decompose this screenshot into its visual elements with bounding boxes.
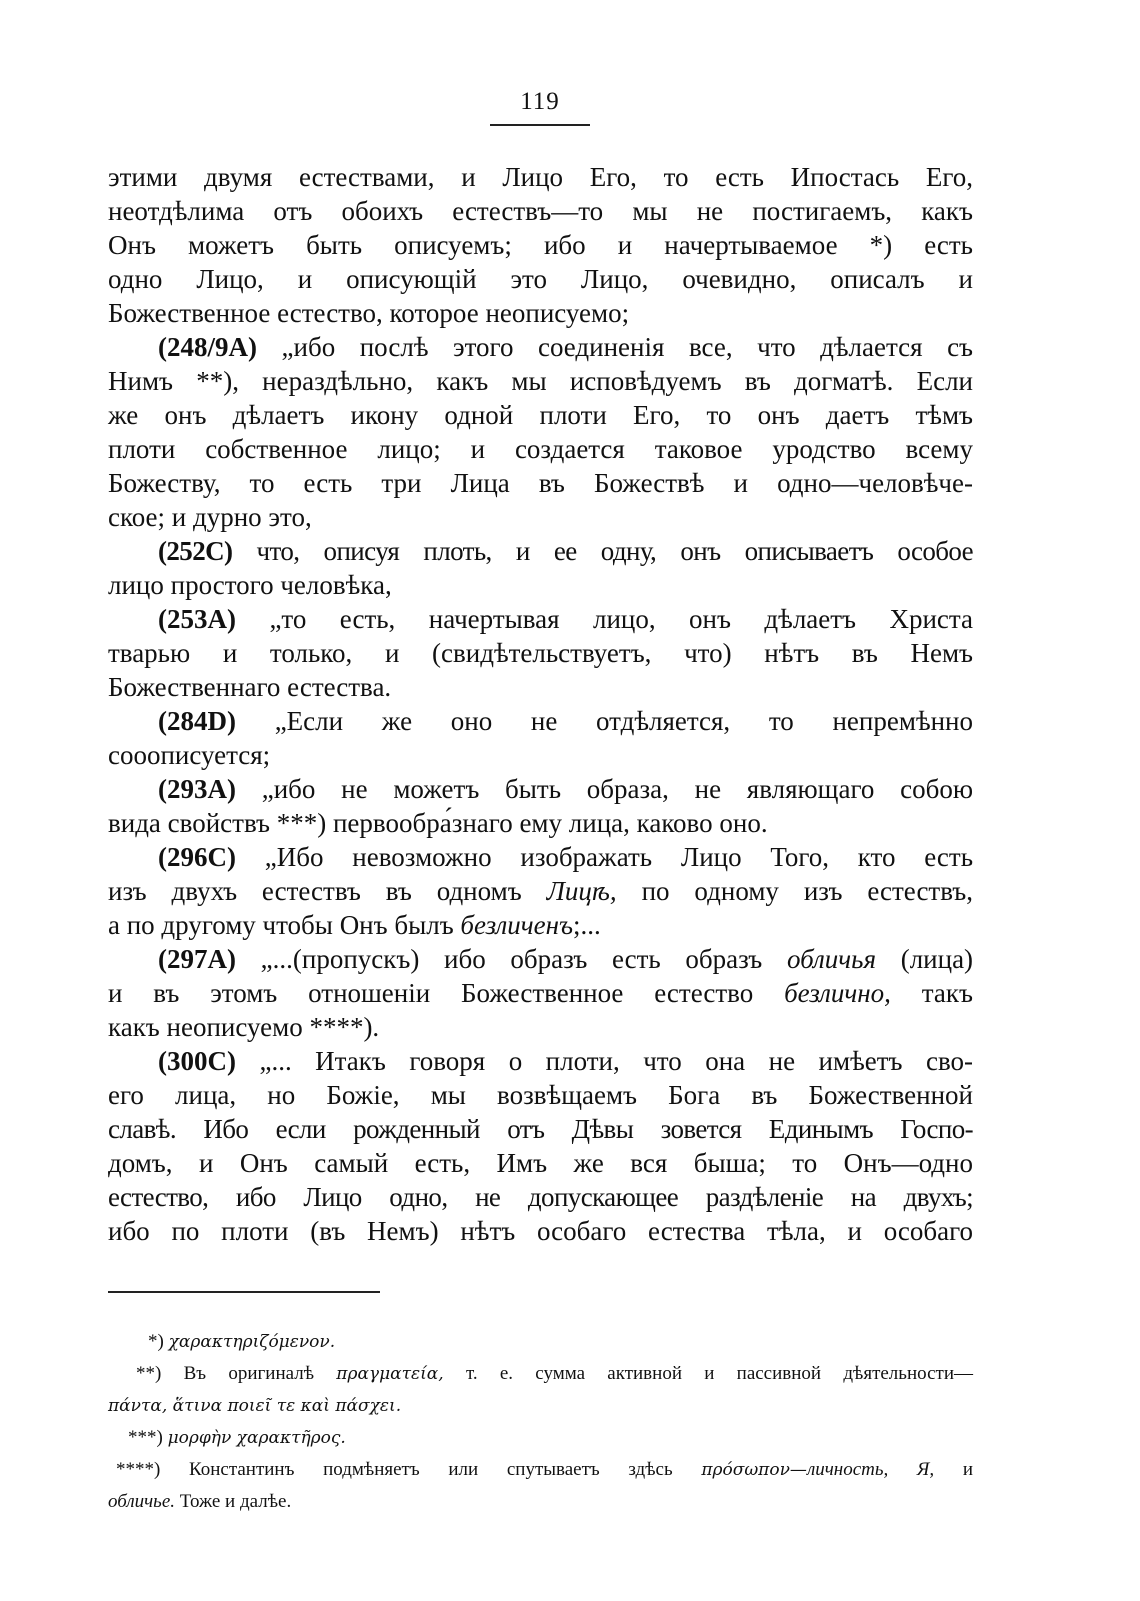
text-line: этими двумя естествами, и Лицо Его, то есть Ипостась Его,	[108, 162, 973, 192]
text-run: и въ этомъ отношеніи Божественное естество	[108, 978, 754, 1008]
text-line: Нимъ **), нераздѣльно, какъ мы исповѣдуемъ въ догматѣ. Если	[108, 366, 973, 396]
text-line: „ибо не можетъ быть образа, не являющаго собою	[261, 774, 973, 804]
text-run: такъ	[921, 978, 973, 1008]
text-line: „Если же оно не отдѣляется, то непремѣнно	[274, 706, 973, 736]
text-line: „ибо послѣ этого соединенія все, что дѣлается съ	[281, 332, 974, 362]
greek-text: μορφὴν χαρακτῆρος.	[167, 1428, 346, 1448]
text-line: домъ, и Онъ самый есть, Имъ же вся быша; то Онъ—одно	[108, 1148, 973, 1178]
italic-word: обличья	[786, 944, 877, 974]
text-line: славѣ. Ибо если рожденный отъ Дѣвы зовется Единымъ Госпо-	[108, 1114, 973, 1144]
italic-word: безлично,	[784, 978, 891, 1008]
footnote-4	[108, 1454, 973, 1486]
page-number: 119	[520, 88, 560, 115]
text-line: Божеству, то есть три Лица въ Божествѣ и одно—человѣче-	[108, 468, 973, 498]
footnote-2-cont	[108, 1390, 973, 1422]
italic-word: Лицѣ,	[546, 876, 617, 906]
footnote-1	[108, 1326, 973, 1358]
text-line: Божественнаго естества.	[108, 672, 392, 702]
text-line: „Ибо невозможно изображать Лицо Того, кто есть	[264, 842, 974, 872]
text-line: ское; и дурно это,	[108, 502, 312, 532]
text-run: Тоже и далѣе.	[179, 1491, 292, 1512]
text-run: Въ оригиналѣ	[183, 1363, 315, 1384]
footnote-3	[108, 1422, 973, 1454]
text-run: ;...	[573, 910, 601, 940]
paragraph-ref: (296С)	[158, 842, 236, 872]
text-line	[108, 976, 973, 1010]
greek-text: πρόσωπον—	[701, 1460, 807, 1480]
greek-text: πάντα, ἅτινα ποιεῖ τε καὶ πάσχει.	[108, 1396, 402, 1416]
text-line: что, описуя плоть, и ее одну, онъ описываетъ особое	[256, 536, 974, 566]
text-run: (лица)	[900, 944, 974, 974]
text-line: какъ неописуемо ****).	[108, 1012, 380, 1042]
paragraph-ref: (300С)	[158, 1046, 236, 1076]
paragraph-ref: (253А)	[158, 604, 236, 634]
paragraph-284	[108, 704, 973, 738]
footnote-mark: *)	[148, 1331, 164, 1352]
text-line: же онъ дѣлаетъ икону одной плоти Его, то онъ даетъ тѣмъ	[108, 400, 973, 430]
paragraph-ref: (252С)	[158, 536, 233, 566]
main-text	[108, 160, 973, 1248]
text-line: „... Итакъ говоря о плоти, что она не имѣетъ сво-	[259, 1046, 973, 1076]
text-line: ибо по плоти (въ Немъ) нѣтъ особаго естества тѣла, и особаго	[108, 1216, 973, 1246]
paragraph-296	[108, 840, 973, 874]
footnote-mark: ****)	[116, 1459, 161, 1480]
text-run: изъ двухъ естествъ въ одномъ	[108, 876, 522, 906]
text-line: тварью и только, и (свидѣтельствуетъ, что) нѣтъ въ Немъ	[108, 638, 973, 668]
paragraph-ref: (293А)	[158, 774, 236, 804]
footnote-4-cont	[108, 1486, 973, 1518]
paragraph-253	[108, 602, 973, 636]
text-line	[108, 874, 973, 908]
footnote-2	[108, 1358, 973, 1390]
text-run: т. е. сумма активной и пассивной дѣятельности—	[465, 1363, 973, 1384]
text-run: и	[962, 1459, 974, 1480]
footnote-mark: **)	[136, 1363, 162, 1384]
paragraph-248	[108, 330, 973, 364]
text-line: вида свойствъ ***) первообра́знаго ему лица, каково оно.	[108, 808, 768, 838]
text-line: сооописуется;	[108, 740, 271, 770]
text-line: лицо простого человѣка,	[108, 570, 392, 600]
footnote-rule	[108, 1291, 380, 1293]
text-line: его лица, но Божіе, мы возвѣщаемъ Бога въ Божественной	[108, 1080, 973, 1110]
text-line: Онъ можетъ быть описуемъ; ибо и начертываемое *) есть	[108, 230, 973, 260]
paragraph-293	[108, 772, 973, 806]
text-line: неотдѣлима отъ обоихъ естествъ—то мы не постигаемъ, какъ	[108, 196, 973, 226]
text-run: по одному изъ естествъ,	[641, 876, 974, 906]
text-line: естество, ибо Лицо одно, не допускающее раздѣленіе на двухъ;	[108, 1182, 973, 1212]
text-line: плоти собственное лицо; и создается таковое уродство всему	[108, 434, 973, 464]
text-run: Константинъ подмѣняетъ или спутываетъ здѣсь	[189, 1459, 673, 1480]
page-number-rule	[490, 124, 590, 126]
footnotes	[108, 1326, 973, 1518]
paragraph-252	[108, 534, 973, 568]
text-line	[108, 908, 973, 942]
text-line: Божественное естество, которое неописуемо;	[108, 298, 630, 328]
paragraph-ref: (297А)	[158, 944, 236, 974]
text-run: а по другому чтобы Онъ былъ	[108, 910, 454, 940]
paragraph-300	[108, 1044, 973, 1078]
greek-text: πραγματεία,	[336, 1364, 444, 1384]
paragraph-297	[108, 942, 973, 976]
paragraph-ref: (248/9А)	[158, 332, 257, 362]
text-line: „то есть, начертывая лицо, онъ дѣлаетъ Христа	[269, 604, 974, 634]
text-line: одно Лицо, и описующій это Лицо, очевидно, описалъ и	[108, 264, 973, 294]
greek-text: χαρακτηριζόμενον.	[168, 1332, 336, 1352]
text-run: „...(пропускъ) ибо образъ есть образъ	[260, 944, 763, 974]
italic-word: безличенъ	[460, 910, 574, 940]
paragraph-ref: (284D)	[158, 706, 236, 736]
italic-word: личность, Я,	[806, 1459, 935, 1480]
footnote-mark: ***)	[128, 1427, 163, 1448]
italic-word: обличье.	[108, 1491, 176, 1512]
